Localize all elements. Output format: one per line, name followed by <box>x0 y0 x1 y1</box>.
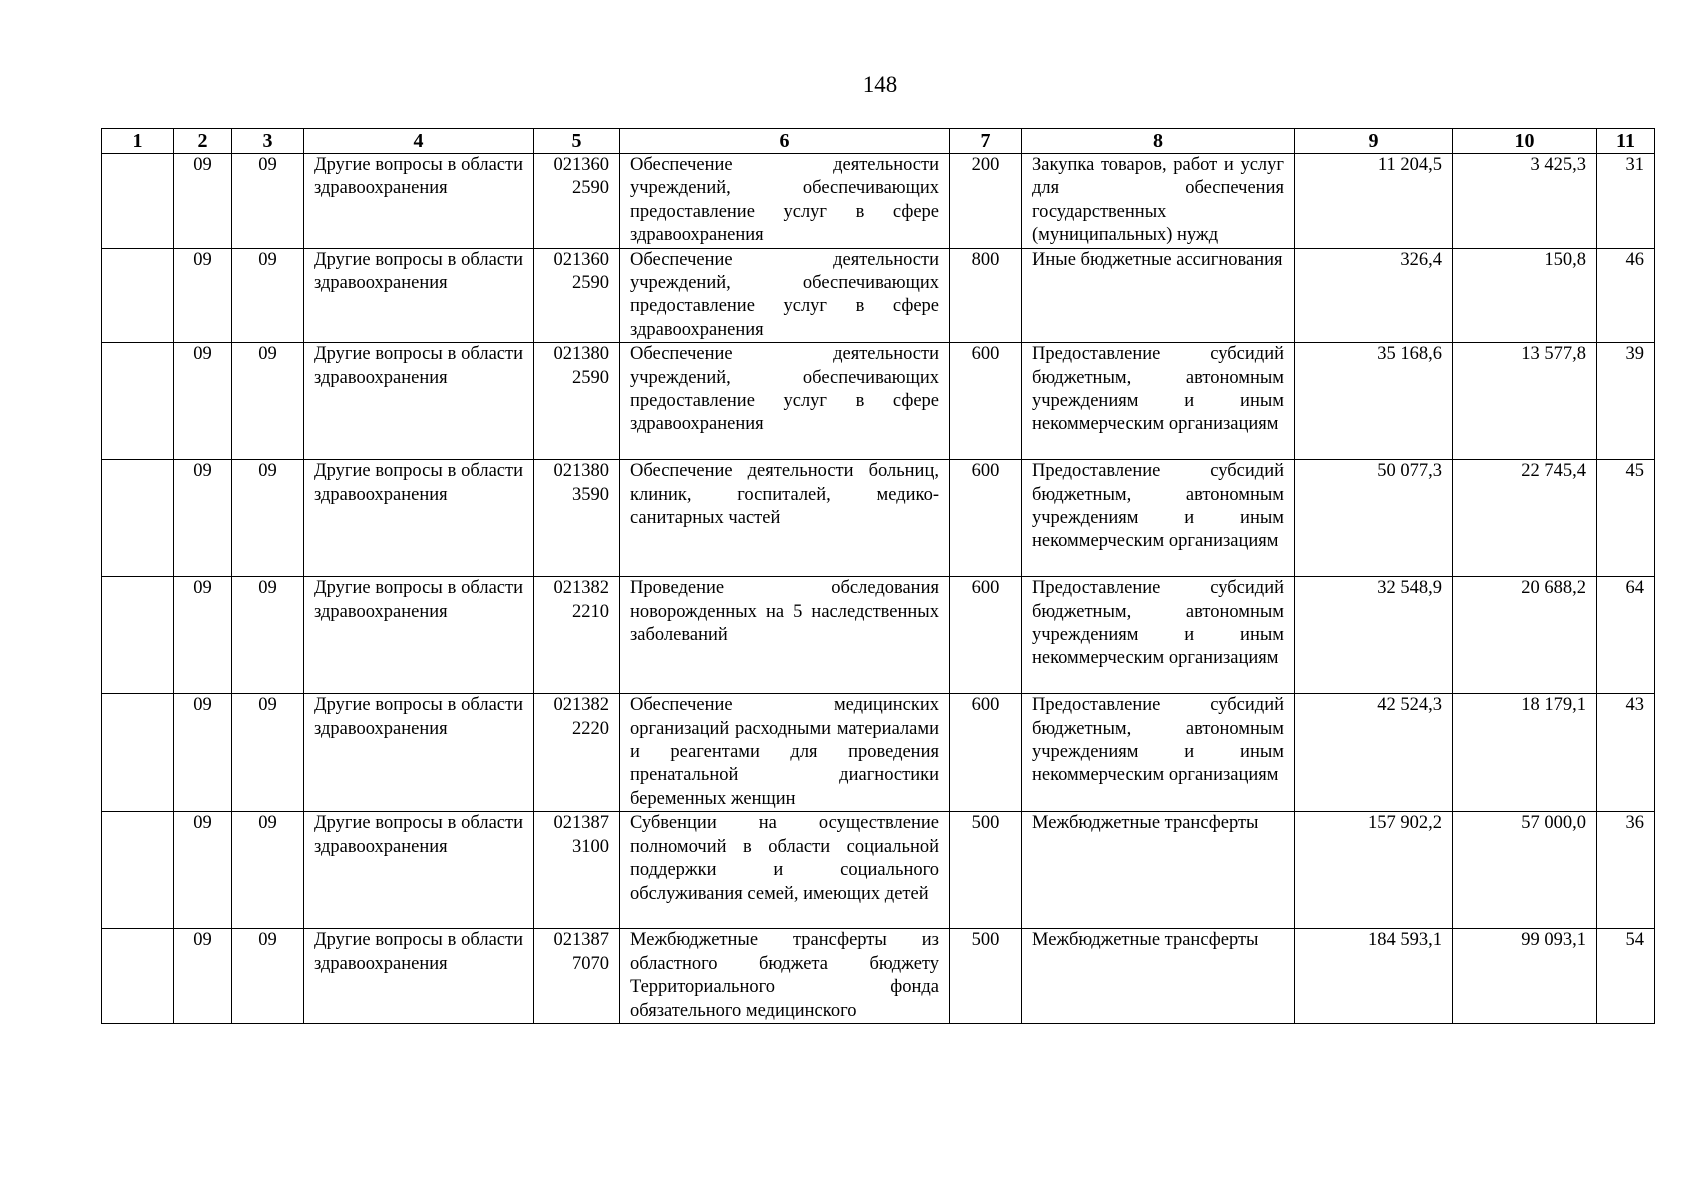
cell-target-code <box>534 577 620 694</box>
cell-amount-actual: 22 745,4 <box>1453 460 1597 577</box>
column-header: 3 <box>232 129 304 154</box>
cell-col1 <box>102 929 174 1024</box>
cell-expense-name: Иные бюджетные ассигнования <box>1022 248 1295 343</box>
cell-section-name: Другие вопросы в области здравоохранения <box>304 694 534 812</box>
cell-expense-name: Предоставление субсидий бюджетным, автономным учреждениям и иным некоммерческим организациям <box>1022 694 1295 812</box>
cell-target-name: Проведение обследования новорожденных на 5 наследственных заболеваний <box>620 577 950 694</box>
cell-section: 09 <box>174 694 232 812</box>
cell-target-name: Обеспечение деятельности больниц, клиник, госпиталей, медико-санитарных частей <box>620 460 950 577</box>
target-code-part2: 2590 <box>572 273 609 294</box>
table-row <box>102 694 1655 812</box>
cell-subsection: 09 <box>232 154 304 249</box>
cell-col1 <box>102 812 174 929</box>
column-header: 7 <box>950 129 1022 154</box>
cell-expense-type: 600 <box>950 577 1022 694</box>
target-code-part1: 021360 <box>553 249 609 270</box>
target-code-part2: 2220 <box>572 718 609 739</box>
cell-target-code <box>534 929 620 1024</box>
cell-amount-actual: 20 688,2 <box>1453 577 1597 694</box>
column-header: 2 <box>174 129 232 154</box>
cell-section-name: Другие вопросы в области здравоохранения <box>304 577 534 694</box>
cell-col1 <box>102 460 174 577</box>
cell-section-name: Другие вопросы в области здравоохранения <box>304 929 534 1024</box>
cell-percent: 43 <box>1597 694 1655 812</box>
cell-target-code <box>534 694 620 812</box>
cell-amount-plan: 184 593,1 <box>1295 929 1453 1024</box>
cell-target-name: Обеспечение деятельности учреждений, обеспечивающих предоставление услуг в сфере здравоохранения <box>620 248 950 343</box>
cell-subsection: 09 <box>232 577 304 694</box>
target-code-part2: 2210 <box>572 601 609 622</box>
target-code-part2: 3590 <box>572 484 609 505</box>
column-header: 6 <box>620 129 950 154</box>
cell-percent: 31 <box>1597 154 1655 249</box>
cell-section: 09 <box>174 343 232 460</box>
cell-section: 09 <box>174 154 232 249</box>
cell-section-name: Другие вопросы в области здравоохранения <box>304 154 534 249</box>
cell-expense-type: 600 <box>950 343 1022 460</box>
cell-section: 09 <box>174 929 232 1024</box>
cell-subsection: 09 <box>232 343 304 460</box>
cell-expense-name: Межбюджетные трансферты <box>1022 812 1295 929</box>
table-row <box>102 154 1655 249</box>
cell-percent: 54 <box>1597 929 1655 1024</box>
cell-expense-name: Межбюджетные трансферты <box>1022 929 1295 1024</box>
column-header: 9 <box>1295 129 1453 154</box>
target-code-part2: 2590 <box>572 367 609 388</box>
cell-target-name: Обеспечение деятельности учреждений, обеспечивающих предоставление услуг в сфере здравоохранения <box>620 343 950 460</box>
cell-percent: 36 <box>1597 812 1655 929</box>
header-row <box>102 129 1655 154</box>
cell-percent: 39 <box>1597 343 1655 460</box>
cell-target-code <box>534 343 620 460</box>
table-body <box>102 154 1655 1024</box>
table-row <box>102 460 1655 577</box>
cell-subsection: 09 <box>232 694 304 812</box>
cell-subsection: 09 <box>232 248 304 343</box>
cell-expense-name: Предоставление субсидий бюджетным, автономным учреждениям и иным некоммерческим организациям <box>1022 460 1295 577</box>
column-header: 1 <box>102 129 174 154</box>
cell-section-name: Другие вопросы в области здравоохранения <box>304 343 534 460</box>
cell-expense-name: Закупка товаров, работ и услуг для обеспечения государственных (муниципальных) нужд <box>1022 154 1295 249</box>
cell-expense-type: 800 <box>950 248 1022 343</box>
cell-target-code <box>534 812 620 929</box>
column-header: 8 <box>1022 129 1295 154</box>
cell-target-name: Межбюджетные трансферты из областного бюджета бюджету Территориального фонда обязательного медицинского <box>620 929 950 1024</box>
target-code-part2: 3100 <box>572 836 609 857</box>
cell-section: 09 <box>174 248 232 343</box>
cell-amount-plan: 157 902,2 <box>1295 812 1453 929</box>
cell-amount-actual: 99 093,1 <box>1453 929 1597 1024</box>
cell-expense-name: Предоставление субсидий бюджетным, автономным учреждениям и иным некоммерческим организациям <box>1022 343 1295 460</box>
cell-col1 <box>102 577 174 694</box>
table-row <box>102 343 1655 460</box>
cell-target-code <box>534 154 620 249</box>
target-code-part1: 021380 <box>553 344 609 365</box>
cell-subsection: 09 <box>232 460 304 577</box>
cell-percent: 64 <box>1597 577 1655 694</box>
page-number: 148 <box>862 72 898 97</box>
target-code-part1: 021382 <box>553 695 609 716</box>
cell-section: 09 <box>174 577 232 694</box>
target-code-part2: 2590 <box>572 178 609 199</box>
cell-subsection: 09 <box>232 812 304 929</box>
cell-col1 <box>102 343 174 460</box>
cell-target-code <box>534 248 620 343</box>
table-row <box>102 248 1655 343</box>
table-header <box>102 129 1655 154</box>
cell-expense-type: 500 <box>950 929 1022 1024</box>
cell-amount-actual: 3 425,3 <box>1453 154 1597 249</box>
target-code-part2: 7070 <box>572 953 609 974</box>
column-header: 5 <box>534 129 620 154</box>
cell-section-name: Другие вопросы в области здравоохранения <box>304 248 534 343</box>
cell-percent: 46 <box>1597 248 1655 343</box>
cell-amount-plan: 35 168,6 <box>1295 343 1453 460</box>
cell-section: 09 <box>174 460 232 577</box>
target-code-part1: 021360 <box>553 155 609 175</box>
column-header: 11 <box>1597 129 1655 154</box>
cell-col1 <box>102 154 174 249</box>
cell-target-code <box>534 460 620 577</box>
target-code-part1: 021382 <box>553 578 609 599</box>
cell-section-name: Другие вопросы в области здравоохранения <box>304 812 534 929</box>
target-code-part1: 021380 <box>553 461 609 482</box>
cell-amount-plan: 326,4 <box>1295 248 1453 343</box>
cell-expense-type: 600 <box>950 460 1022 577</box>
cell-section-name: Другие вопросы в области здравоохранения <box>304 460 534 577</box>
target-code-part1: 021387 <box>553 930 609 951</box>
cell-target-name: Обеспечение медицинских организаций расходными материалами и реагентами для проведения пренатальной диагностики беременных женщин <box>620 694 950 812</box>
cell-target-name: Субвенции на осуществление полномочий в области социальной поддержки и социального обслуживания семей, имеющих детей <box>620 812 950 929</box>
table-row <box>102 577 1655 694</box>
cell-expense-type: 500 <box>950 812 1022 929</box>
cell-amount-actual: 18 179,1 <box>1453 694 1597 812</box>
cell-col1 <box>102 694 174 812</box>
cell-expense-type: 600 <box>950 694 1022 812</box>
target-code-part1: 021387 <box>553 813 609 834</box>
cell-subsection: 09 <box>232 929 304 1024</box>
cell-target-name: Обеспечение деятельности учреждений, обеспечивающих предоставление услуг в сфере здравоохранения <box>620 154 950 249</box>
table-row <box>102 812 1655 929</box>
cell-expense-type: 200 <box>950 154 1022 249</box>
cell-section: 09 <box>174 812 232 929</box>
cell-amount-plan: 42 524,3 <box>1295 694 1453 812</box>
cell-col1 <box>102 248 174 343</box>
cell-amount-plan: 50 077,3 <box>1295 460 1453 577</box>
cell-expense-name: Предоставление субсидий бюджетным, автономным учреждениям и иным некоммерческим организациям <box>1022 577 1295 694</box>
table-row <box>102 929 1655 1024</box>
cell-amount-plan: 32 548,9 <box>1295 577 1453 694</box>
cell-amount-actual: 57 000,0 <box>1453 812 1597 929</box>
column-header: 10 <box>1453 129 1597 154</box>
cell-amount-actual: 150,8 <box>1453 248 1597 343</box>
budget-table <box>101 128 1655 1024</box>
cell-percent: 45 <box>1597 460 1655 577</box>
column-header: 4 <box>304 129 534 154</box>
cell-amount-plan: 11 204,5 <box>1295 154 1453 249</box>
cell-amount-actual: 13 577,8 <box>1453 343 1597 460</box>
